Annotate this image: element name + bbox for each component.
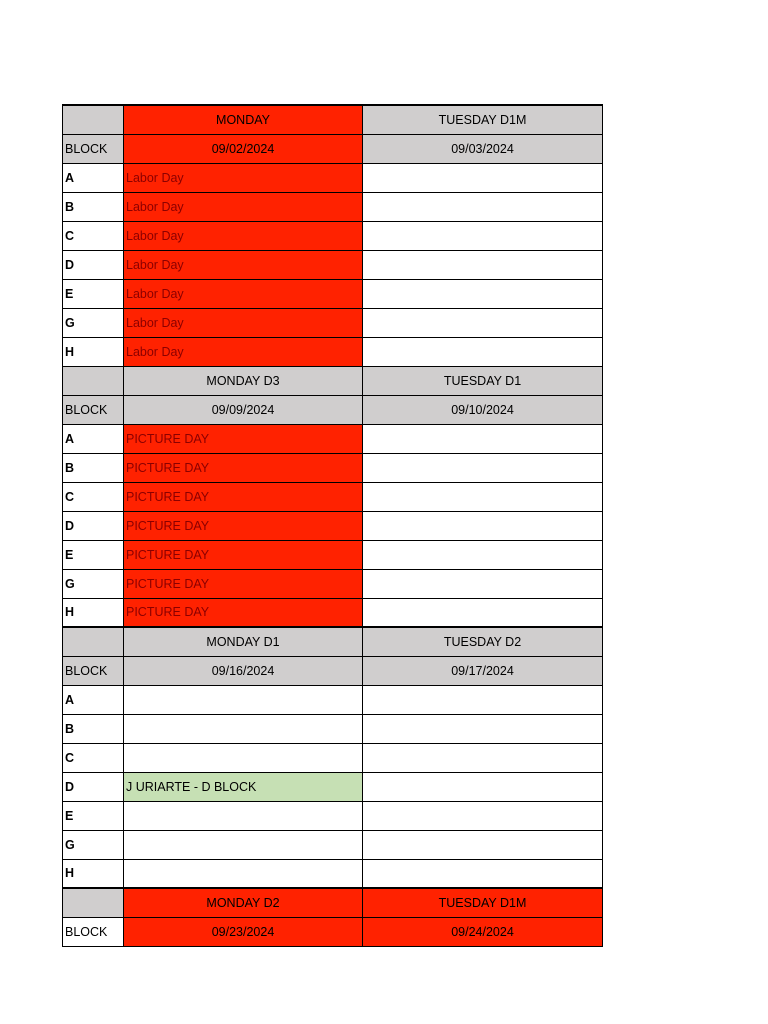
schedule-cell[interactable]: Labor Day <box>124 279 363 308</box>
schedule-cell[interactable]: Labor Day <box>124 221 363 250</box>
schedule-cell[interactable] <box>363 743 603 772</box>
table-row <box>63 192 603 221</box>
schedule-cell[interactable] <box>363 540 603 569</box>
table-row <box>63 685 603 714</box>
day-name-cell[interactable]: MONDAY D2 <box>124 888 363 917</box>
corner-cell[interactable] <box>63 366 124 395</box>
block-label-cell[interactable]: B <box>63 192 124 221</box>
block-label-cell[interactable]: H <box>63 859 124 888</box>
schedule-cell[interactable] <box>363 482 603 511</box>
table-row <box>63 308 603 337</box>
schedule-cell[interactable] <box>363 598 603 627</box>
schedule-cell[interactable]: PICTURE DAY <box>124 569 363 598</box>
week-4-date-row <box>63 917 603 946</box>
block-label-cell[interactable]: G <box>63 830 124 859</box>
block-label-cell[interactable]: A <box>63 424 124 453</box>
block-header-cell[interactable]: BLOCK <box>63 917 124 946</box>
schedule-cell[interactable]: PICTURE DAY <box>124 482 363 511</box>
corner-cell[interactable] <box>63 888 124 917</box>
week-1-day-row <box>63 105 603 134</box>
block-label-cell[interactable]: H <box>63 598 124 627</box>
week-2-date-row <box>63 395 603 424</box>
week-2-day-row <box>63 366 603 395</box>
table-row <box>63 279 603 308</box>
schedule-cell[interactable] <box>363 279 603 308</box>
table-row <box>63 743 603 772</box>
schedule-cell[interactable] <box>363 569 603 598</box>
table-row <box>63 714 603 743</box>
schedule-cell[interactable]: Labor Day <box>124 308 363 337</box>
week-1-date-row <box>63 134 603 163</box>
table-row <box>63 569 603 598</box>
schedule-cell[interactable] <box>363 250 603 279</box>
corner-cell[interactable] <box>63 105 124 134</box>
schedule-cell[interactable] <box>124 714 363 743</box>
day-name-cell[interactable]: MONDAY <box>124 105 363 134</box>
date-cell[interactable]: 09/09/2024 <box>124 395 363 424</box>
schedule-cell[interactable] <box>363 192 603 221</box>
schedule-cell[interactable]: PICTURE DAY <box>124 511 363 540</box>
block-label-cell[interactable]: D <box>63 250 124 279</box>
schedule-cell[interactable]: PICTURE DAY <box>124 424 363 453</box>
block-label-cell[interactable]: E <box>63 279 124 308</box>
schedule-cell[interactable] <box>363 801 603 830</box>
schedule-cell[interactable] <box>124 859 363 888</box>
schedule-cell[interactable] <box>363 221 603 250</box>
table-row <box>63 772 603 801</box>
date-cell[interactable]: 09/16/2024 <box>124 656 363 685</box>
table-row <box>63 250 603 279</box>
table-row <box>63 540 603 569</box>
block-header-cell[interactable]: BLOCK <box>63 134 124 163</box>
block-header-cell[interactable]: BLOCK <box>63 395 124 424</box>
block-label-cell[interactable]: B <box>63 453 124 482</box>
day-name-cell[interactable]: TUESDAY D2 <box>363 627 603 656</box>
date-cell[interactable]: 09/03/2024 <box>363 134 603 163</box>
table-row <box>63 511 603 540</box>
schedule-cell[interactable]: Labor Day <box>124 337 363 366</box>
corner-cell[interactable] <box>63 627 124 656</box>
day-name-cell[interactable]: TUESDAY D1 <box>363 366 603 395</box>
schedule-cell[interactable]: Labor Day <box>124 192 363 221</box>
schedule-sheet <box>62 104 603 947</box>
day-name-cell[interactable]: TUESDAY D1M <box>363 105 603 134</box>
schedule-cell[interactable]: PICTURE DAY <box>124 598 363 627</box>
block-label-cell[interactable]: D <box>63 511 124 540</box>
schedule-cell[interactable] <box>363 511 603 540</box>
schedule-cell[interactable] <box>124 801 363 830</box>
schedule-cell[interactable] <box>124 743 363 772</box>
schedule-cell[interactable]: Labor Day <box>124 163 363 192</box>
schedule-cell[interactable]: PICTURE DAY <box>124 540 363 569</box>
date-cell[interactable]: 09/23/2024 <box>124 917 363 946</box>
week-4-day-row <box>63 888 603 917</box>
table-row <box>63 221 603 250</box>
schedule-cell[interactable] <box>363 772 603 801</box>
block-label-cell[interactable]: C <box>63 743 124 772</box>
table-row <box>63 830 603 859</box>
schedule-cell[interactable] <box>363 830 603 859</box>
schedule-cell[interactable] <box>363 859 603 888</box>
day-name-cell[interactable]: MONDAY D1 <box>124 627 363 656</box>
table-row <box>63 337 603 366</box>
day-name-cell[interactable]: MONDAY D3 <box>124 366 363 395</box>
schedule-cell[interactable] <box>363 337 603 366</box>
schedule-cell[interactable] <box>124 685 363 714</box>
schedule-cell[interactable] <box>363 308 603 337</box>
schedule-cell[interactable] <box>363 424 603 453</box>
schedule-cell[interactable] <box>363 714 603 743</box>
table-row <box>63 163 603 192</box>
block-label-cell[interactable]: G <box>63 569 124 598</box>
block-label-cell[interactable]: H <box>63 337 124 366</box>
block-label-cell[interactable]: E <box>63 801 124 830</box>
table-row <box>63 424 603 453</box>
day-name-cell[interactable]: TUESDAY D1M <box>363 888 603 917</box>
block-label-cell[interactable]: D <box>63 772 124 801</box>
booking-cell[interactable]: J URIARTE - D BLOCK <box>124 772 363 801</box>
table-row <box>63 453 603 482</box>
block-label-cell[interactable]: G <box>63 308 124 337</box>
block-label-cell[interactable]: C <box>63 221 124 250</box>
week-3-day-row <box>63 627 603 656</box>
schedule-cell[interactable]: Labor Day <box>124 250 363 279</box>
block-label-cell[interactable]: A <box>63 685 124 714</box>
schedule-cell[interactable] <box>363 163 603 192</box>
date-cell[interactable]: 09/17/2024 <box>363 656 603 685</box>
block-label-cell[interactable]: E <box>63 540 124 569</box>
schedule-cell[interactable] <box>363 453 603 482</box>
table-row <box>63 859 603 888</box>
schedule-cell[interactable] <box>124 830 363 859</box>
block-header-cell[interactable]: BLOCK <box>63 656 124 685</box>
week-3-date-row <box>63 656 603 685</box>
schedule-cell[interactable] <box>363 685 603 714</box>
table-row <box>63 482 603 511</box>
date-cell[interactable]: 09/10/2024 <box>363 395 603 424</box>
block-label-cell[interactable]: C <box>63 482 124 511</box>
schedule-cell[interactable]: PICTURE DAY <box>124 453 363 482</box>
table-row <box>63 598 603 627</box>
date-cell[interactable]: 09/02/2024 <box>124 134 363 163</box>
table-row <box>63 801 603 830</box>
block-label-cell[interactable]: A <box>63 163 124 192</box>
block-label-cell[interactable]: B <box>63 714 124 743</box>
date-cell[interactable]: 09/24/2024 <box>363 917 603 946</box>
